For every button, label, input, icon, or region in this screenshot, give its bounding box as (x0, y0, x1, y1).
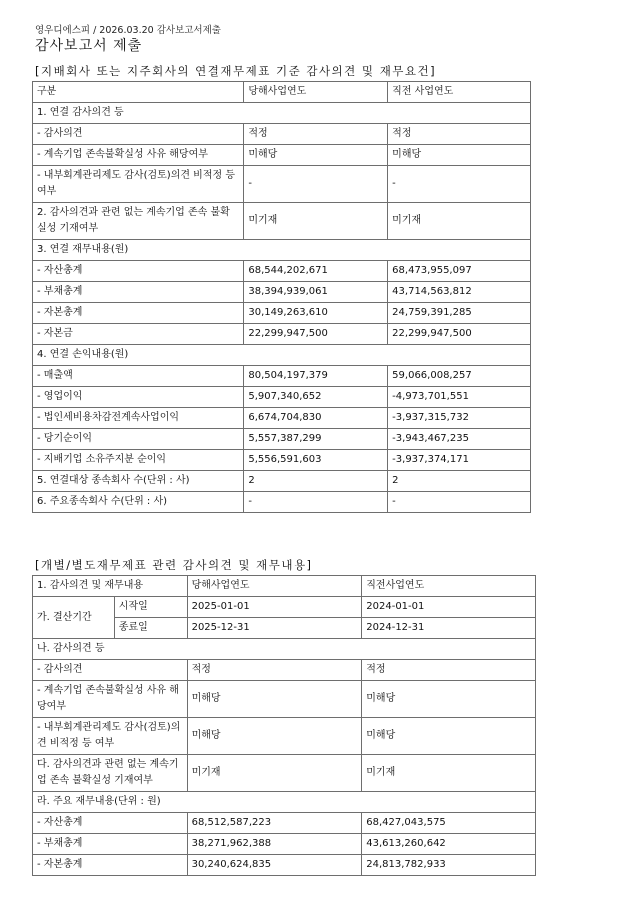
table-row (33, 324, 531, 345)
row-label: - 부채총계 (33, 834, 188, 855)
consolidated-table (32, 81, 531, 513)
table-row (33, 597, 536, 618)
table-row (33, 834, 536, 855)
current-year-value: - (244, 166, 388, 203)
table-row (33, 813, 536, 834)
current-year-value: 미해당 (187, 681, 362, 718)
table-row (33, 261, 531, 282)
current-year-value: 미해당 (244, 145, 388, 166)
previous-year-value: 미해당 (362, 681, 536, 718)
table-row (33, 450, 531, 471)
table-row (33, 203, 531, 240)
previous-year-value: 68,427,043,575 (362, 813, 536, 834)
section-heading: 3. 연결 재무내용(원) (33, 240, 531, 261)
row-label: - 지배기업 소유주지분 순이익 (33, 450, 244, 471)
previous-year-value: 미해당 (388, 145, 531, 166)
previous-year-value: -3,937,315,732 (388, 408, 531, 429)
row-label: - 계속기업 존속불확실성 사유 해당여부 (33, 145, 244, 166)
previous-year-value: 43,714,563,812 (388, 282, 531, 303)
table-row (33, 408, 531, 429)
current-year-value: 5,557,387,299 (244, 429, 388, 450)
table-row (33, 492, 531, 513)
previous-year-value: 24,813,782,933 (362, 855, 536, 876)
table-row (33, 124, 531, 145)
consolidated-section-title: [지배회사 또는 지주회사의 연결재무제표 기준 감사의견 및 재무요건] (35, 64, 437, 78)
previous-year-value: - (388, 166, 531, 203)
current-year-value: 5,556,591,603 (244, 450, 388, 471)
row-label: 5. 연결대상 종속회사 수(단위 : 사) (33, 471, 244, 492)
current-year-value: 80,504,197,379 (244, 366, 388, 387)
column-header: 직전사업연도 (362, 576, 536, 597)
current-year-value: 22,299,947,500 (244, 324, 388, 345)
column-header: 당해사업연도 (244, 82, 388, 103)
current-year-value: 미기재 (244, 203, 388, 240)
row-label: - 법인세비용차감전계속사업이익 (33, 408, 244, 429)
row-label: - 자산총계 (33, 261, 244, 282)
table-row (33, 471, 531, 492)
previous-year-value: 59,066,008,257 (388, 366, 531, 387)
separate-table (32, 575, 536, 876)
table-row (33, 792, 536, 813)
row-label: - 부채총계 (33, 282, 244, 303)
current-year-value: 2 (244, 471, 388, 492)
current-year-value: 6,674,704,830 (244, 408, 388, 429)
row-label: - 감사의견 (33, 124, 244, 145)
table-row (33, 345, 531, 366)
table-header-row (33, 576, 536, 597)
previous-year-value: 적정 (388, 124, 531, 145)
table-row (33, 103, 531, 124)
row-label: - 내부회계관리제도 감사(검토)의견 비적정 등 여부 (33, 166, 244, 203)
table-row (33, 145, 531, 166)
row-label: - 자산총계 (33, 813, 188, 834)
current-year-value: 38,271,962,388 (187, 834, 362, 855)
section-heading: 4. 연결 손익내용(원) (33, 345, 531, 366)
table-header-row (33, 82, 531, 103)
row-label: 2. 감사의견과 관련 없는 계속기업 존속 불확실성 기재여부 (33, 203, 244, 240)
row-label: - 자본총계 (33, 855, 188, 876)
previous-year-value: -3,943,467,235 (388, 429, 531, 450)
table-row (33, 639, 536, 660)
column-header: 1. 감사의견 및 재무내용 (33, 576, 188, 597)
period-label: 가. 결산기간 (33, 597, 115, 639)
table-row (33, 718, 536, 755)
column-header: 당해사업연도 (187, 576, 362, 597)
table-row (33, 366, 531, 387)
table-row (33, 303, 531, 324)
row-label: - 자본금 (33, 324, 244, 345)
previous-year-value: 24,759,391,285 (388, 303, 531, 324)
previous-year-value: -4,973,701,551 (388, 387, 531, 408)
previous-year-value: 68,473,955,097 (388, 261, 531, 282)
current-year-value: 38,394,939,061 (244, 282, 388, 303)
prev-end-date: 2024-12-31 (362, 618, 536, 639)
current-year-value: 30,240,624,835 (187, 855, 362, 876)
section-heading: 라. 주요 재무내용(단위 : 원) (33, 792, 536, 813)
start-date-label: 시작일 (114, 597, 187, 618)
previous-year-value: -3,937,374,171 (388, 450, 531, 471)
previous-year-value: 미기재 (388, 203, 531, 240)
current-year-value: 적정 (244, 124, 388, 145)
previous-year-value: 22,299,947,500 (388, 324, 531, 345)
section-heading: 나. 감사의견 등 (33, 639, 536, 660)
table-row (33, 855, 536, 876)
row-label: - 계속기업 존속불확실성 사유 해당여부 (33, 681, 188, 718)
previous-year-value: - (388, 492, 531, 513)
end-date-label: 종료일 (114, 618, 187, 639)
current-year-value: 5,907,340,652 (244, 387, 388, 408)
previous-year-value: 2 (388, 471, 531, 492)
row-label: - 매출액 (33, 366, 244, 387)
current-year-value: 30,149,263,610 (244, 303, 388, 324)
separate-section-title: [개별/별도재무제표 관련 감사의견 및 재무내용] (35, 558, 313, 572)
page-title: 감사보고서 제출 (35, 38, 143, 54)
cur-end-date: 2025-12-31 (187, 618, 362, 639)
previous-year-value: 적정 (362, 660, 536, 681)
previous-year-value: 43,613,260,642 (362, 834, 536, 855)
table-row (33, 429, 531, 450)
previous-year-value: 미해당 (362, 718, 536, 755)
row-label: - 영업이익 (33, 387, 244, 408)
current-year-value: 68,512,587,223 (187, 813, 362, 834)
column-header: 구분 (33, 82, 244, 103)
current-year-value: 미기재 (187, 755, 362, 792)
table-row (33, 681, 536, 718)
row-label: - 내부회계관리제도 감사(검토)의견 비적정 등 여부 (33, 718, 188, 755)
breadcrumb: 영우디에스피 / 2026.03.20 감사보고서제출 (35, 25, 221, 36)
previous-year-value: 미기재 (362, 755, 536, 792)
column-header: 직전 사업연도 (388, 82, 531, 103)
row-label: - 자본총계 (33, 303, 244, 324)
table-row (33, 282, 531, 303)
current-year-value: - (244, 492, 388, 513)
cur-start-date: 2025-01-01 (187, 597, 362, 618)
prev-start-date: 2024-01-01 (362, 597, 536, 618)
current-year-value: 68,544,202,671 (244, 261, 388, 282)
section-heading: 1. 연결 감사의견 등 (33, 103, 531, 124)
table-row (33, 240, 531, 261)
table-row (33, 755, 536, 792)
table-row (33, 166, 531, 203)
table-row (33, 660, 536, 681)
current-year-value: 미해당 (187, 718, 362, 755)
row-label: 6. 주요종속회사 수(단위 : 사) (33, 492, 244, 513)
row-label: - 감사의견 (33, 660, 188, 681)
row-label: - 당기순이익 (33, 429, 244, 450)
table-row (33, 387, 531, 408)
row-label: 다. 감사의견과 관련 없는 계속기업 존속 불확실성 기재여부 (33, 755, 188, 792)
current-year-value: 적정 (187, 660, 362, 681)
